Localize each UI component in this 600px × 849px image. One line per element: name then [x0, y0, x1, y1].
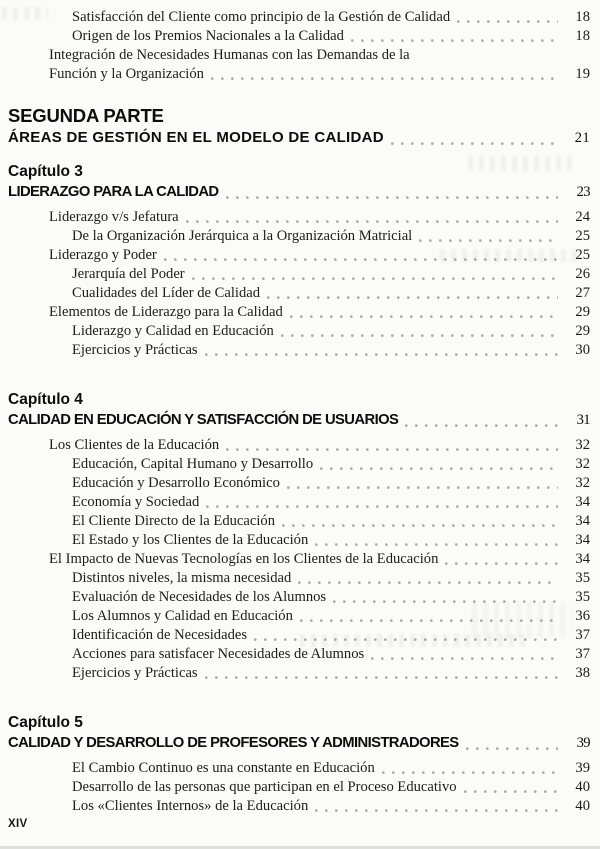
page-number: 35	[575, 589, 590, 605]
page-number: 30	[575, 342, 590, 358]
chapter-label: Capítulo 3	[8, 163, 83, 180]
toc-entry-row	[8, 797, 590, 816]
dotted-leader	[254, 637, 558, 642]
page-number: 27	[575, 285, 590, 301]
dotted-leader	[351, 38, 558, 43]
page-number: 18	[575, 28, 590, 44]
part-title: SEGUNDA PARTE	[8, 105, 164, 126]
toc-entry-row	[8, 284, 590, 303]
page-folio: XIV	[8, 818, 28, 830]
dotted-leader	[464, 789, 558, 794]
page-number: 40	[575, 779, 590, 795]
page-number: 38	[575, 665, 590, 681]
page-number: 37	[575, 646, 590, 662]
dotted-leader	[419, 238, 558, 243]
dotted-leader	[282, 523, 558, 528]
chapter-label: Capítulo 5	[8, 714, 83, 731]
dotted-leader	[457, 19, 558, 24]
toc-entry-row	[8, 626, 590, 645]
chapter-label-row	[8, 713, 590, 733]
chapter-title: LIDERAZGO PARA LA CALIDAD	[8, 184, 219, 200]
dotted-leader	[226, 195, 558, 200]
toc-entry-row	[8, 208, 590, 227]
toc-entry-title: Educación y Desarrollo Económico	[72, 475, 280, 491]
toc-entry-title: Los «Clientes Internos» de la Educación	[72, 798, 309, 814]
toc-entry-row	[8, 341, 590, 360]
dotted-leader	[405, 423, 558, 428]
chapter-title: CALIDAD Y DESARROLLO DE PROFESORES Y ADMINISTRADORES	[8, 735, 459, 751]
toc-entry-title: Identificación de Necesidades	[72, 627, 248, 643]
dotted-leader	[315, 542, 558, 547]
chapter-label-row	[8, 162, 590, 182]
toc-entry-row	[8, 778, 590, 797]
chapter-title-row	[8, 410, 590, 431]
toc-entry-title: Liderazgo y Poder	[49, 247, 157, 263]
dotted-leader	[391, 141, 558, 146]
toc-entry-title: Liderazgo v/s Jefatura	[49, 209, 179, 225]
page-number: 36	[575, 608, 590, 624]
toc-entry-title: Satisfacción del Cliente como principio de la Gestión de Calidad	[72, 9, 451, 25]
toc-entry-title: Desarrollo de las personas que participan en el Proceso Educativo	[72, 779, 457, 795]
toc-entry-row	[8, 664, 590, 683]
chapter-title: CALIDAD EN EDUCACIÓN Y SATISFACCIÓN DE USUARIOS	[8, 412, 399, 428]
toc-entry-row	[8, 8, 590, 27]
page-number: 34	[575, 532, 590, 548]
toc-entry-row	[8, 474, 590, 493]
toc-entry-row	[8, 607, 590, 626]
page-number: 29	[575, 323, 590, 339]
dotted-leader	[211, 76, 558, 81]
dotted-leader	[192, 276, 558, 281]
dotted-leader	[445, 561, 558, 566]
toc-entry-title: Educación, Capital Humano y Desarrollo	[72, 456, 314, 472]
dotted-leader	[206, 504, 558, 509]
toc-entry-row	[8, 227, 590, 246]
page-number: 32	[575, 437, 590, 453]
toc-entry-row	[8, 645, 590, 664]
toc-entry-title: Elementos de Liderazgo para la Calidad	[49, 304, 283, 320]
page-number: 26	[575, 266, 590, 282]
toc-entry-title: Los Alumnos y Calidad en Educación	[72, 608, 293, 624]
dotted-leader	[333, 599, 558, 604]
part-title-row	[8, 104, 590, 127]
toc-entry-row	[8, 246, 590, 265]
dotted-leader	[315, 808, 558, 813]
toc-entry-row	[8, 65, 590, 84]
toc-entry-row	[8, 493, 590, 512]
toc-entry-title: Liderazgo y Calidad en Educación	[72, 323, 274, 339]
toc-entry-title: Evaluación de Necesidades de los Alumnos	[72, 589, 327, 605]
page-number: 35	[575, 570, 590, 586]
toc-entry-row	[8, 455, 590, 474]
page-number: 39	[575, 760, 590, 776]
page-number: 32	[575, 456, 590, 472]
chapter-title-row	[8, 733, 590, 754]
toc-entry-row	[8, 265, 590, 284]
page-number: 34	[575, 551, 590, 567]
toc-entry-title: Cualidades del Líder de Calidad	[72, 285, 261, 301]
toc-entry-title: El Cliente Directo de la Educación	[72, 513, 276, 529]
toc-entry-title: Integración de Necesidades Humanas con las Demandas de la	[49, 47, 410, 63]
toc-entry-title: Función y la Organización	[49, 66, 204, 82]
toc-entry-title: De la Organización Jerárquica a la Organización Matricial	[72, 228, 413, 244]
page-number: 23	[576, 184, 590, 200]
dotted-leader	[205, 352, 558, 357]
toc-entry-title: Economía y Sociedad	[72, 494, 200, 510]
dotted-leader	[226, 447, 558, 452]
toc-entry-title: Los Clientes de la Educación	[49, 437, 220, 453]
toc-entry-row	[8, 531, 590, 550]
toc-entry-title: Ejercicios y Prácticas	[72, 342, 198, 358]
dotted-leader	[186, 219, 558, 224]
toc-entry-row	[8, 569, 590, 588]
toc-entry-row	[8, 550, 590, 569]
chapter-label: Capítulo 4	[8, 391, 83, 408]
page-number: 34	[575, 494, 590, 510]
dotted-leader	[267, 295, 558, 300]
toc-entry-row	[8, 512, 590, 531]
page-number: 37	[575, 627, 590, 643]
page-number: 29	[575, 304, 590, 320]
toc-entry-row	[8, 436, 590, 455]
chapter-label-row	[8, 390, 590, 410]
toc-entry-title: El Cambio Continuo es una constante en Educación	[72, 760, 375, 776]
dotted-leader	[164, 257, 558, 262]
dotted-leader	[205, 675, 558, 680]
dotted-leader	[371, 656, 558, 661]
dotted-leader	[290, 314, 558, 319]
dotted-leader	[382, 770, 558, 775]
page-number: 24	[575, 209, 590, 225]
dotted-leader	[287, 485, 558, 490]
dotted-leader	[466, 746, 558, 751]
toc-entry-row	[8, 303, 590, 322]
toc-entry-title: Acciones para satisfacer Necesidades de Alumnos	[72, 646, 365, 662]
toc-entry-row	[8, 27, 590, 46]
page-number: 18	[575, 9, 590, 25]
page-number: 21	[574, 130, 590, 146]
page-number: 25	[575, 247, 590, 263]
toc-entry-title: Origen de los Premios Nacionales a la Calidad	[72, 28, 344, 44]
page-number: 31	[576, 412, 590, 428]
page-number: 19	[575, 66, 590, 82]
dotted-leader	[281, 333, 558, 338]
toc-entry-title: Distintos niveles, la misma necesidad	[72, 570, 292, 586]
toc-entry-title: Jerarquía del Poder	[72, 266, 185, 282]
dotted-leader	[298, 580, 558, 585]
dotted-leader	[320, 466, 558, 471]
toc-entry-row	[8, 759, 590, 778]
page-number: 34	[575, 513, 590, 529]
toc-entry-row	[8, 588, 590, 607]
chapter-title-row	[8, 182, 590, 203]
toc-entry-row	[8, 46, 590, 65]
part-subtitle-row	[8, 127, 590, 149]
toc-entry-title: Ejercicios y Prácticas	[72, 665, 198, 681]
page-number: 25	[575, 228, 590, 244]
toc-entry-title: El Estado y los Clientes de la Educación	[72, 532, 309, 548]
page-number: 39	[576, 735, 590, 751]
page-number: 40	[575, 798, 590, 814]
part-subtitle: ÁREAS DE GESTIÓN EN EL MODELO DE CALIDAD	[8, 129, 384, 146]
dotted-leader	[300, 618, 558, 623]
page-number: 32	[575, 475, 590, 491]
toc-entry-row	[8, 322, 590, 341]
toc-entry-title: El Impacto de Nuevas Tecnologías en los Clientes de la Educación	[49, 551, 439, 567]
